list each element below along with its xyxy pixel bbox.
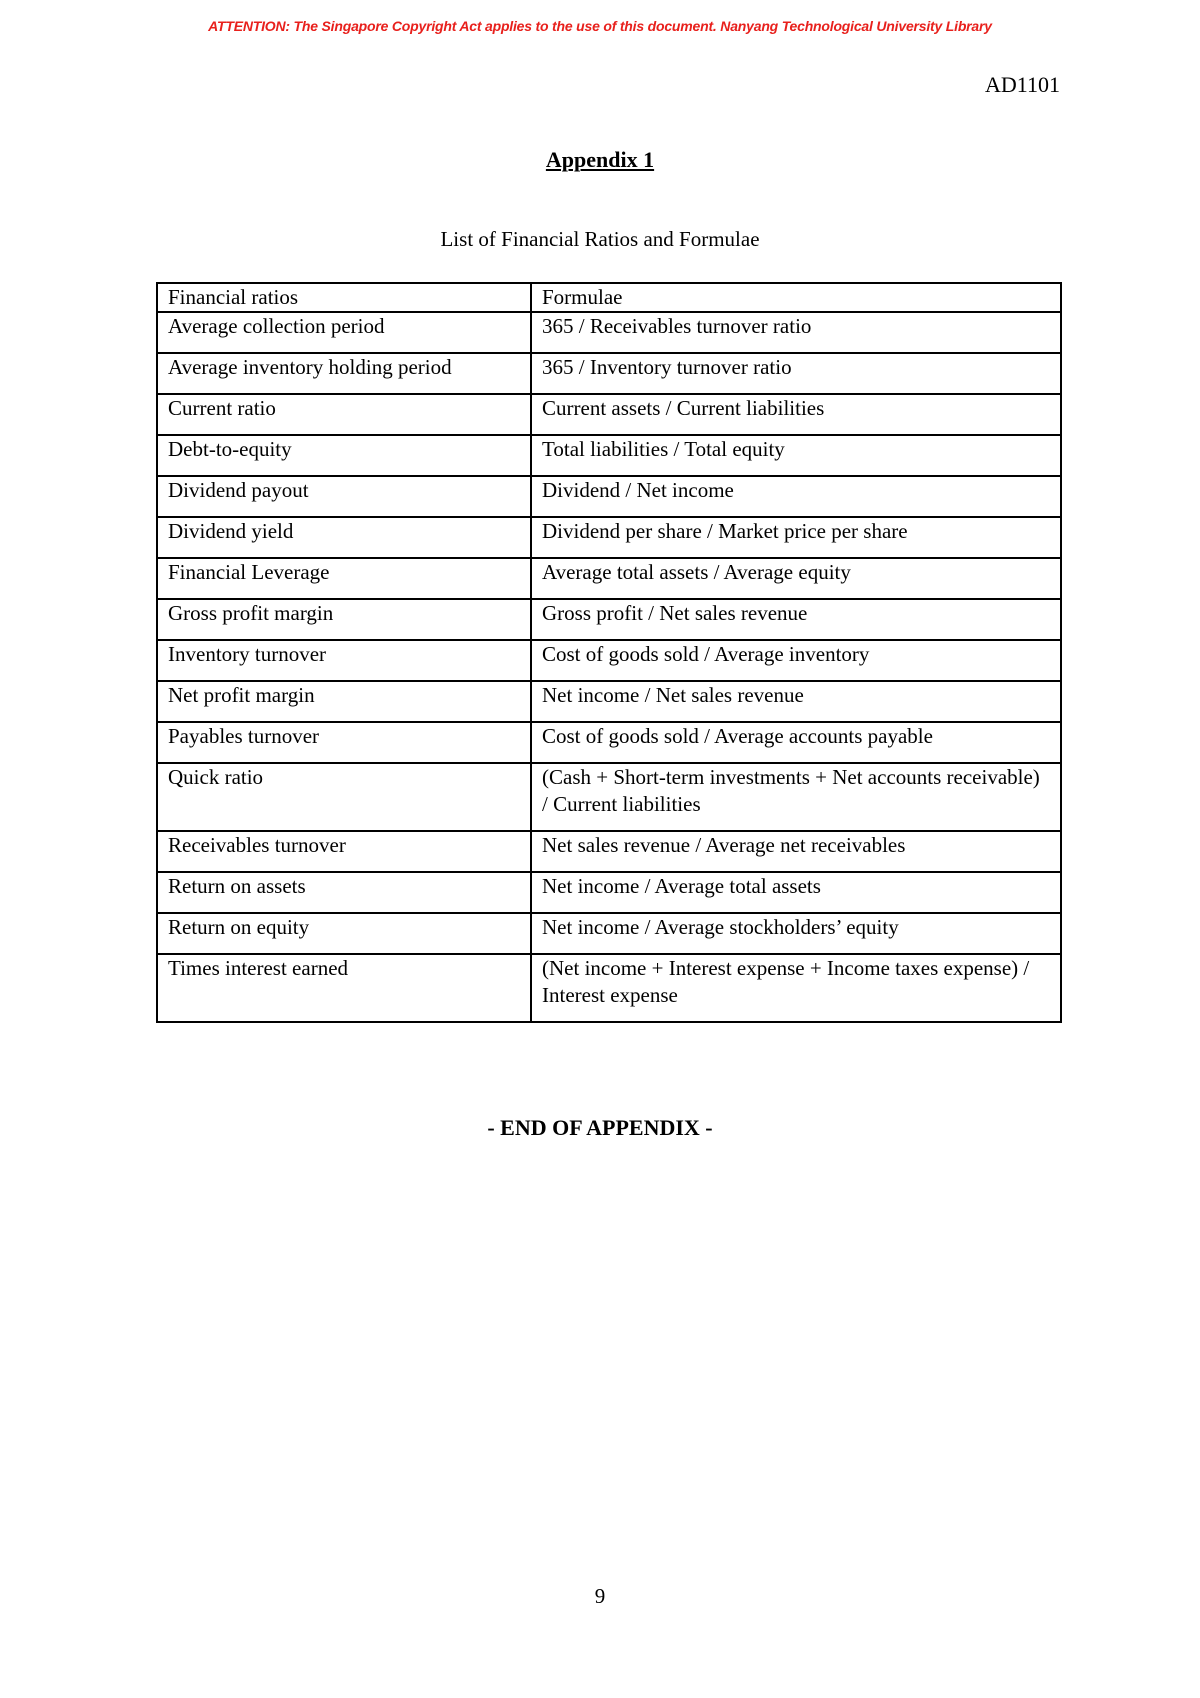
course-code: AD1101 bbox=[985, 72, 1060, 97]
table-row bbox=[157, 681, 1061, 722]
ratio-name: Net profit margin bbox=[157, 681, 531, 722]
ratio-formula: Total liabilities / Total equity bbox=[531, 435, 1061, 476]
ratio-name: Average inventory holding period bbox=[157, 353, 531, 394]
page-number: 9 bbox=[594, 1584, 606, 1608]
table-row bbox=[157, 913, 1061, 954]
ratio-name: Gross profit margin bbox=[157, 599, 531, 640]
table-caption: List of Financial Ratios and Formulae bbox=[440, 227, 760, 251]
ratio-formula: Dividend per share / Market price per share bbox=[531, 517, 1061, 558]
ratio-name: Dividend payout bbox=[157, 476, 531, 517]
ratio-formula: Net income / Net sales revenue bbox=[531, 681, 1061, 722]
table-row bbox=[157, 722, 1061, 763]
ratio-name: Return on assets bbox=[157, 872, 531, 913]
ratio-name: Debt-to-equity bbox=[157, 435, 531, 476]
ratio-name: Times interest earned bbox=[157, 954, 531, 1022]
table-row bbox=[157, 954, 1061, 1022]
table-row bbox=[157, 476, 1061, 517]
copyright-notice: ATTENTION: The Singapore Copyright Act applies to the use of this document. Nanyang Technological University Library bbox=[208, 18, 992, 34]
table-row bbox=[157, 763, 1061, 831]
ratio-formula: (Cash + Short-term investments + Net accounts receivable) / Current liabilities bbox=[531, 763, 1061, 831]
ratio-formula: Current assets / Current liabilities bbox=[531, 394, 1061, 435]
ratio-formula: Cost of goods sold / Average accounts payable bbox=[531, 722, 1061, 763]
page-title: Appendix 1 bbox=[545, 147, 655, 172]
table-row bbox=[157, 312, 1061, 353]
ratio-formula: Dividend / Net income bbox=[531, 476, 1061, 517]
ratio-formula: Gross profit / Net sales revenue bbox=[531, 599, 1061, 640]
table-row bbox=[157, 599, 1061, 640]
column-header-formulae: Formulae bbox=[531, 283, 1061, 312]
table-row bbox=[157, 872, 1061, 913]
ratio-formula: (Net income + Interest expense + Income taxes expense) / Interest expense bbox=[531, 954, 1061, 1022]
ratio-name: Receivables turnover bbox=[157, 831, 531, 872]
table-row bbox=[157, 558, 1061, 599]
ratio-name: Financial Leverage bbox=[157, 558, 531, 599]
table-header-row bbox=[157, 283, 1061, 312]
ratio-name: Return on equity bbox=[157, 913, 531, 954]
table-row bbox=[157, 435, 1061, 476]
ratio-formula: Cost of goods sold / Average inventory bbox=[531, 640, 1061, 681]
ratio-formula: Net sales revenue / Average net receivables bbox=[531, 831, 1061, 872]
ratio-name: Payables turnover bbox=[157, 722, 531, 763]
end-of-appendix-marker: - END OF APPENDIX - bbox=[487, 1115, 713, 1140]
ratio-formula: Net income / Average stockholders’ equity bbox=[531, 913, 1061, 954]
ratio-name: Inventory turnover bbox=[157, 640, 531, 681]
ratio-formula: Average total assets / Average equity bbox=[531, 558, 1061, 599]
ratio-name: Average collection period bbox=[157, 312, 531, 353]
ratio-name: Dividend yield bbox=[157, 517, 531, 558]
table-row bbox=[157, 517, 1061, 558]
financial-ratios-table bbox=[156, 282, 1062, 1023]
table-row bbox=[157, 640, 1061, 681]
ratio-name: Current ratio bbox=[157, 394, 531, 435]
table-row bbox=[157, 831, 1061, 872]
ratio-name: Quick ratio bbox=[157, 763, 531, 831]
ratio-formula: Net income / Average total assets bbox=[531, 872, 1061, 913]
table-row bbox=[157, 353, 1061, 394]
ratio-formula: 365 / Inventory turnover ratio bbox=[531, 353, 1061, 394]
column-header-ratios: Financial ratios bbox=[157, 283, 531, 312]
ratio-formula: 365 / Receivables turnover ratio bbox=[531, 312, 1061, 353]
table-row bbox=[157, 394, 1061, 435]
